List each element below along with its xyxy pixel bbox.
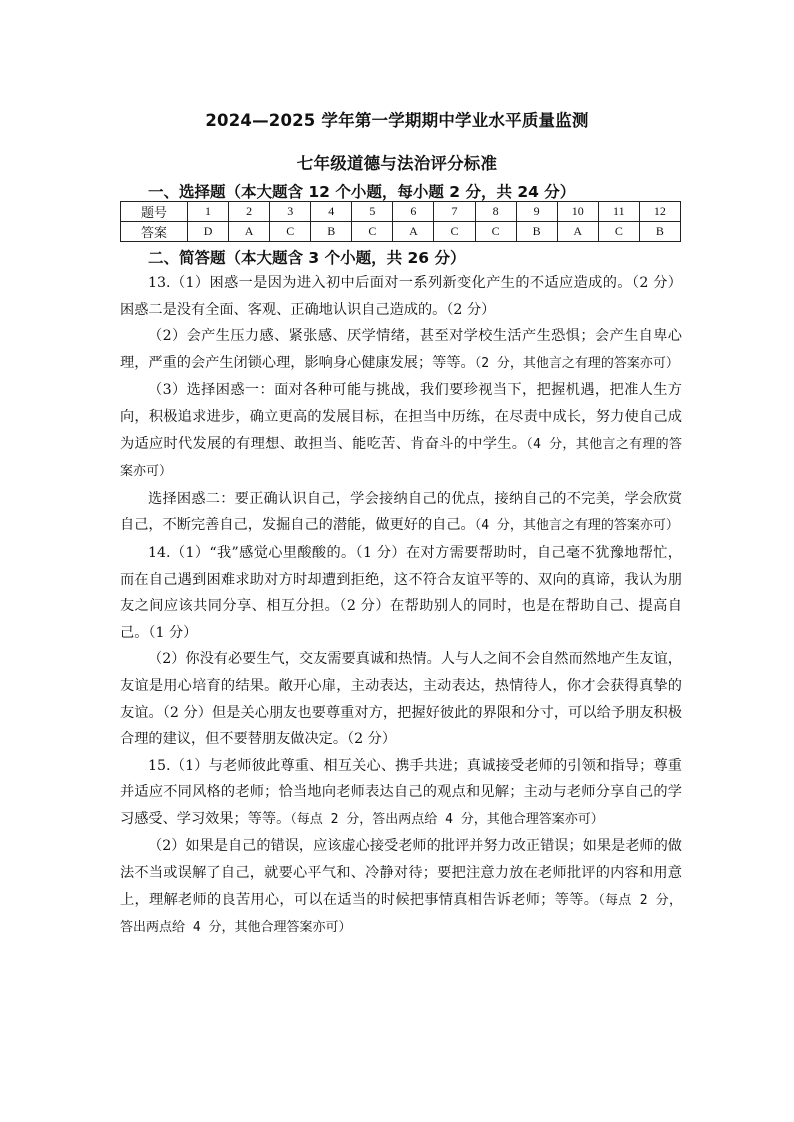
table-cell: 4 [311,202,352,222]
q13-part1: 13.（1）困惑一是因为进入初中后面对一系列新变化产生的不适应造成的。（2 分）困惑二是没有全面、客观、正确地认识自己造成的。（2 分） [120,275,682,318]
q13-part3 [120,377,682,485]
q15-part1-note: （每点 2 分，答出两点给 4 分，其他合理答案亦可） [290,811,604,827]
table-cell: 3 [270,202,311,222]
table-cell: 2 [229,202,270,222]
q15-part1-text: 15.（1）与老师彼此尊重、相互关心、携手共进；真诚接受老师的引领和指导；尊重并适应不同风格的老师；恰当地向老师表达自己的观点和见解；主动与老师分享自己的学习感受、学习效果；等等。 [120,757,682,827]
table-cell: B [311,222,352,242]
table-header-label: 题号 [121,202,188,222]
table-cell: 12 [639,202,680,222]
q13-part3-option2 [120,486,682,540]
table-cell: 1 [188,202,229,222]
q13-part2-text: （2）会产生压力感、紧张感、厌学情绪，甚至对学校生活产生恐惧；会产生自卑心理，严重的会产生闭锁心理，影响身心健康发展；等等。 [120,328,682,371]
table-cell: C [434,222,475,242]
table-cell: C [352,222,393,242]
table-row-answers [121,222,681,242]
q13-part3-note: （4 分，其他言之有理的答案亦可） [120,436,682,480]
q13-part2 [120,323,682,377]
table-cell: 9 [516,202,557,222]
table-cell: B [639,222,680,242]
answer-body [120,270,682,942]
table-answer-label: 答案 [121,222,188,242]
q15-part2-text: （2）如果是自己的错误，应该虚心接受老师的批评并努力改正错误；如果是老师的做法不当或误解了自己，就要心平气和、冷静对待；要把注意力放在老师批评的内容和用意上，理解老师的良苦用心，可以在适当的时候把事情真相告诉老师；等等。 [120,838,682,908]
document-title: 2024—2025 学年第一学期期中学业水平质量监测 [205,111,589,130]
table-cell: 5 [352,202,393,222]
q13-option2-note: （4 分，其他言之有理的答案亦可） [474,518,679,534]
q14-part2: （2）你没有必要生气，交友需要真诚和热情。人与人之间不会自然而然地产生友谊，友谊是用心培育的结果。敞开心扉，主动表达，主动表达，热情待人，你才会获得真挚的友谊。（2 分）但是关心朋友也要尊重对方，把握好彼此的界限和分寸，可以给予朋友积极合理的建议，但不要替朋友做决定。（2 分） [120,651,682,748]
section-heading-short-answer: 二、简答题（本大题含 3 个小题，共 26 分） [148,249,466,267]
q15-part2-note: （每点 2 分，答出两点给 4 分，其他合理答案亦可） [120,892,682,936]
table-cell: 10 [557,202,598,222]
table-cell: A [557,222,598,242]
q13-part3-text: （3）选择困惑一：面对各种可能与挑战，我们要珍视当下，把握机遇，把准人生方向，积极追求进步，确立更高的发展目标，在担当中历练，在尽责中成长，努力使自己成为适应时代发展的有理想、敢担当、能吃苦、肯奋斗的中学生。 [120,382,682,452]
table-cell: D [188,222,229,242]
table-cell: A [393,222,434,242]
q13-option2-text: 选择困惑二：要正确认识自己，学会接纳自己的优点，接纳自己的不完美，学会欣赏自己，不断完善自己，发掘自己的潜能，做更好的自己。 [120,490,682,534]
section-heading-choice: 一、选择题（本大题含 12 个小题，每小题 2 分，共 24 分） [148,183,576,201]
q14-part1: 14.（1）“我”感觉心里酸酸的。（1 分）在对方需要帮助时，自己毫不犹豫地帮忙，而在自己遇到困难求助对方时却遭到拒绝，这不符合友谊平等的、双向的真谛，我认为朋友之间应该共同分享、相互分担。（2 分）在帮助别人的同时，也是在帮助自己、提高自己。（1 分） [120,544,682,641]
table-cell: B [516,222,557,242]
table-row-numbers [121,202,681,222]
answer-table [120,201,681,242]
table-cell: A [229,222,270,242]
q15-part1 [120,753,682,834]
table-cell: C [475,222,516,242]
table-cell: 7 [434,202,475,222]
q13-part2-note: （2 分，其他言之有理的答案亦可） [474,355,679,371]
table-cell: C [598,222,639,242]
q15-part2 [120,833,682,941]
document-subtitle: 七年级道德与法治评分标准 [296,154,498,173]
table-cell: 6 [393,202,434,222]
table-cell: 11 [598,202,639,222]
table-cell: 8 [475,202,516,222]
table-cell: C [270,222,311,242]
